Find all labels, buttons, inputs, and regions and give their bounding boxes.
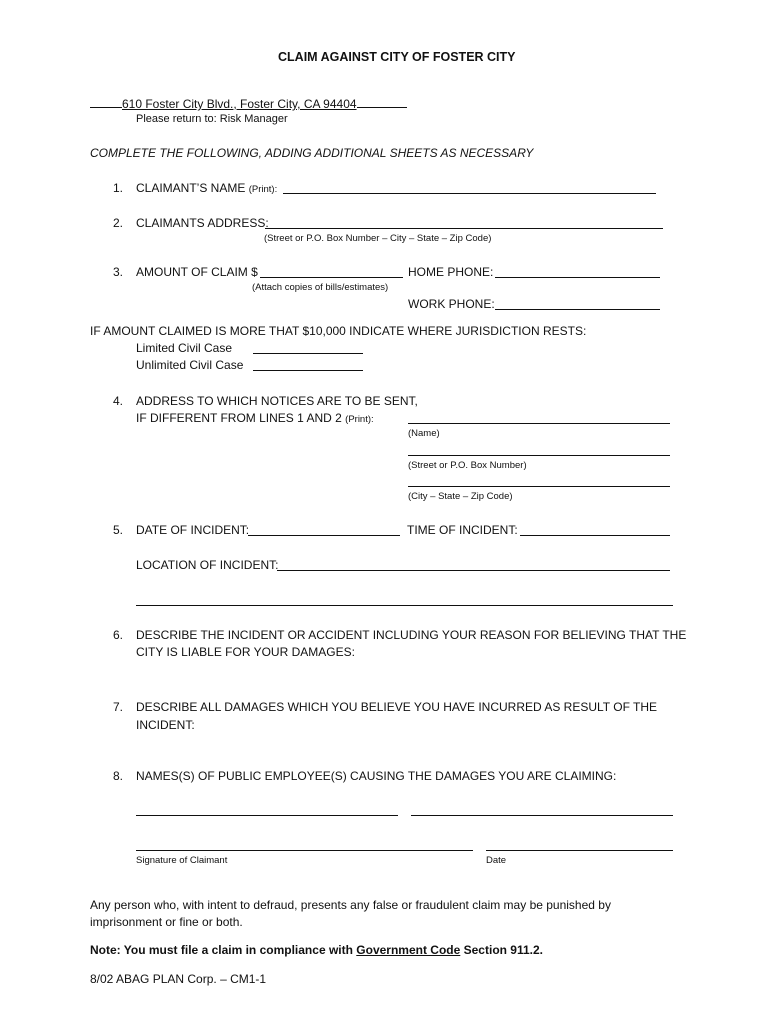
notices-label-2: IF DIFFERENT FROM LINES 1 AND 2 (Print):: [136, 411, 374, 425]
describe-incident-label-1: DESCRIBE THE INCIDENT OR ACCIDENT INCLUDING YOUR REASON FOR BELIEVING THAT THE: [136, 628, 687, 642]
warning-line-2: imprisonment or fine or both.: [90, 915, 243, 929]
unlimited-civil-label: Unlimited Civil Case: [136, 358, 244, 372]
describe-damages-label-1: DESCRIBE ALL DAMAGES WHICH YOU BELIEVE YOU HAVE INCURRED AS RESULT OF THE: [136, 700, 658, 714]
unlimited-civil-field[interactable]: [253, 370, 363, 371]
describe-damages-label-2: INCIDENT:: [136, 718, 195, 732]
location-of-incident-field-2[interactable]: [136, 605, 673, 606]
item-number-6: 6.: [113, 628, 124, 642]
date-of-incident-field[interactable]: [248, 535, 400, 536]
date-label: Date: [486, 855, 507, 866]
claimant-name-label: CLAIMANT’S NAME (Print):: [136, 181, 278, 195]
employee-name-field-1[interactable]: [136, 815, 398, 816]
item-number-2: 2.: [113, 216, 124, 230]
signature-field[interactable]: [136, 850, 473, 851]
item-number-4: 4.: [113, 394, 124, 408]
name-hint: (Name): [408, 428, 440, 439]
home-phone-field[interactable]: [495, 277, 660, 278]
item-number-3: 3.: [113, 265, 124, 279]
form-code: 8/02 ABAG PLAN Corp. – CM1-1: [90, 972, 267, 986]
notice-street-field[interactable]: [408, 455, 670, 456]
compliance-note: Note: You must file a claim in compliance with Government Code Section 911.2.: [90, 943, 544, 957]
limited-civil-label: Limited Civil Case: [136, 341, 233, 355]
warning-line-1: Any person who, with intent to defraud, presents any false or fraudulent claim may be punished by: [90, 898, 611, 912]
item-number-7: 7.: [113, 700, 124, 714]
jurisdiction-label: IF AMOUNT CLAIMED IS MORE THAT $10,000 INDICATE WHERE JURISDICTION RESTS:: [90, 324, 587, 338]
claimants-address-label: CLAIMANTS ADDRESS:: [136, 216, 269, 230]
instructions: COMPLETE THE FOLLOWING, ADDING ADDITIONAL SHEETS AS NECESSARY: [90, 146, 534, 160]
location-of-incident-field[interactable]: [277, 570, 670, 571]
return-note: Please return to: Risk Manager: [136, 113, 288, 125]
government-code-link: Government Code: [356, 943, 461, 957]
item-number-8: 8.: [113, 769, 124, 783]
address-hint: (Street or P.O. Box Number – City – State – Zip Code): [264, 233, 492, 244]
location-of-incident-label: LOCATION OF INCIDENT:: [136, 558, 279, 572]
signature-label: Signature of Claimant: [136, 855, 228, 866]
notice-name-field[interactable]: [408, 423, 670, 424]
return-address-text: 610 Foster City Blvd., Foster City, CA 94404: [122, 97, 357, 111]
return-address: [90, 95, 407, 111]
item-number-1: 1.: [113, 181, 124, 195]
item-number-5: 5.: [113, 523, 124, 537]
claimant-name-field[interactable]: [283, 193, 656, 194]
work-phone-label: WORK PHONE:: [408, 297, 495, 311]
claimants-address-field[interactable]: [265, 228, 663, 229]
attach-hint: (Attach copies of bills/estimates): [252, 282, 389, 293]
notices-label-1: ADDRESS TO WHICH NOTICES ARE TO BE SENT,: [136, 394, 418, 408]
form-title: CLAIM AGAINST CITY OF FOSTER CITY: [278, 50, 516, 64]
date-of-incident-label: DATE OF INCIDENT:: [136, 523, 250, 537]
city-hint: (City – State – Zip Code): [408, 491, 513, 502]
time-of-incident-label: TIME OF INCIDENT:: [407, 523, 518, 537]
signature-date-field[interactable]: [486, 850, 673, 851]
home-phone-label: HOME PHONE:: [408, 265, 494, 279]
employees-label: NAMES(S) OF PUBLIC EMPLOYEE(S) CAUSING THE DAMAGES YOU ARE CLAIMING:: [136, 769, 617, 783]
street-hint: (Street or P.O. Box Number): [408, 460, 527, 471]
amount-label: AMOUNT OF CLAIM $: [136, 265, 258, 279]
describe-incident-label-2: CITY IS LIABLE FOR YOUR DAMAGES:: [136, 645, 355, 659]
notice-city-field[interactable]: [408, 486, 670, 487]
limited-civil-field[interactable]: [253, 353, 363, 354]
work-phone-field[interactable]: [495, 309, 660, 310]
amount-field[interactable]: [260, 277, 403, 278]
time-of-incident-field[interactable]: [520, 535, 670, 536]
employee-name-field-2[interactable]: [411, 815, 673, 816]
